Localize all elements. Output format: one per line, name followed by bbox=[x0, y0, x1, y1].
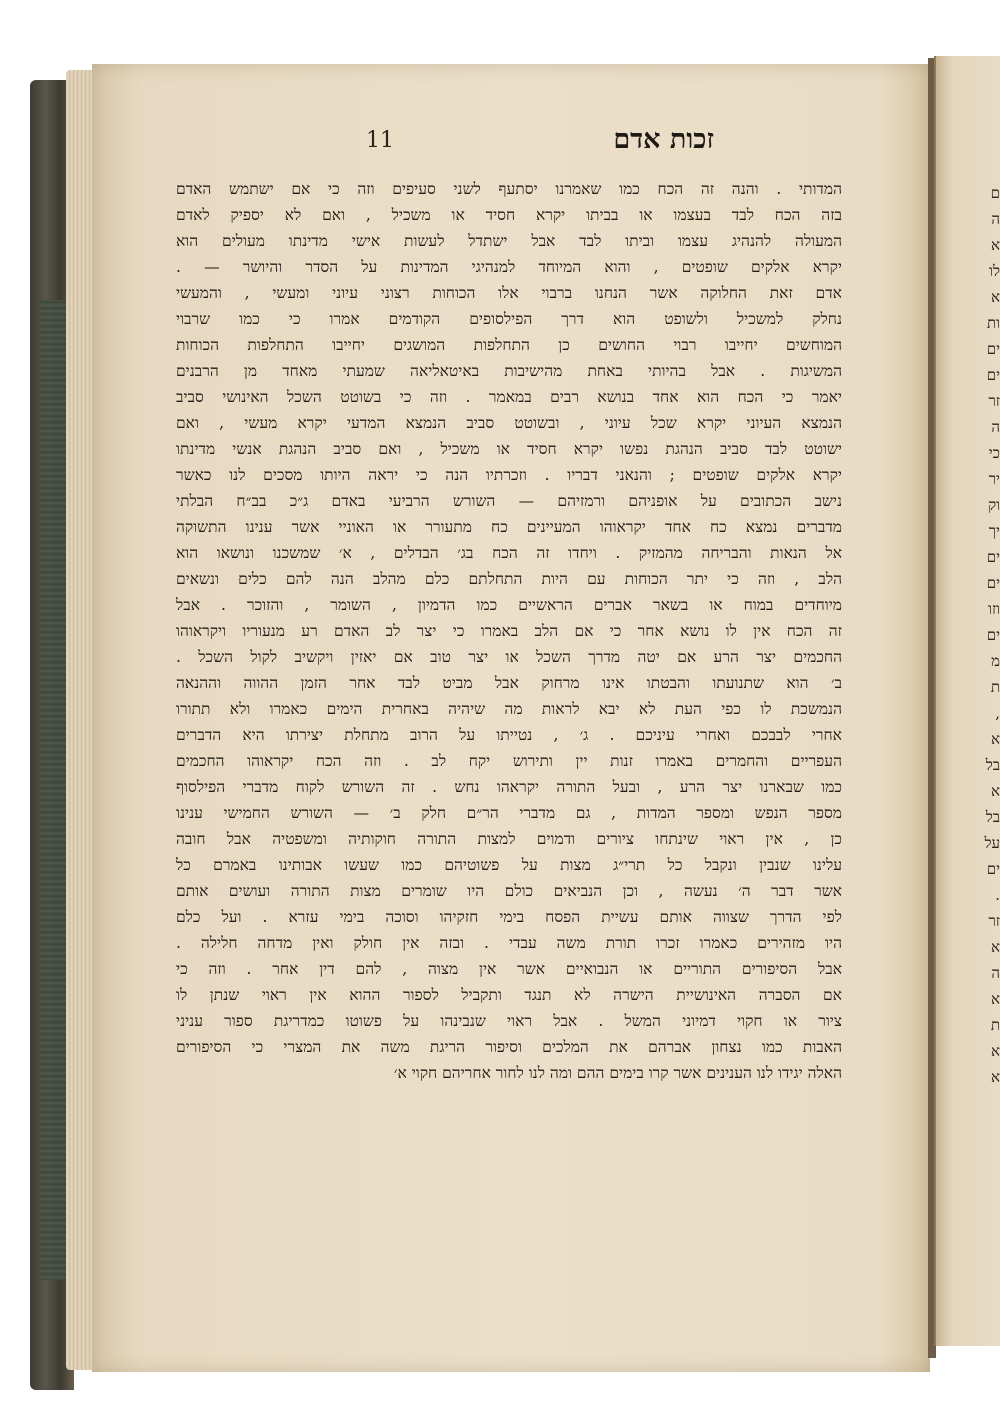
facing-page-fragment: ת bbox=[990, 1016, 1000, 1034]
facing-page-fragment: , bbox=[995, 704, 1000, 722]
text-line: הנמשכת לו כפי העת לא יבא לראות מה שיהיה באחרית הימים כאמרו ולא תתורו bbox=[176, 700, 842, 718]
facing-page-fragment: ים bbox=[986, 340, 1000, 358]
text-line: יאמר כי הכח הוא אחד בנושא רבים במאמר . וזה כי בשוטט השכל האינושי סביב bbox=[176, 388, 842, 406]
facing-page-fragment: ים bbox=[986, 548, 1000, 566]
text-line: כמו שבארנו יצר הרע , ובעל התורה יקראהו נחש . זה השורש לקוח מדברי הפילסוף bbox=[176, 778, 842, 796]
text-line: לפי הדרך שצווה אותם עשיית הפסח בימי חזקיהו וסוכה בימי עזרא . ועל כלם bbox=[176, 908, 842, 926]
text-line: אבל הסיפורים התוריים או הנבואיים אשר אין מצוה , להם דין אחר . וזה כי bbox=[176, 960, 842, 978]
facing-page-text-fragments bbox=[972, 180, 1000, 1090]
facing-page-fragment: ת bbox=[990, 678, 1000, 696]
facing-page-fragment: כי bbox=[988, 444, 1000, 462]
facing-page-fragment: בל bbox=[985, 808, 1000, 826]
text-line: האבות כמו נצחון אברהם את המלכים וסיפור הריגת משה את המצרי כי הסיפורים bbox=[176, 1038, 842, 1056]
text-line: מדברים נמצא כח אחד יקראוהו המעיינים כח מתעורר או האוניי אשר ענינו התשוקה bbox=[176, 518, 842, 536]
text-line: המוחשים יחייבו רבוי החושים כן התחלפות המושגים יחייבו התחלפות הכוחות bbox=[176, 336, 842, 354]
facing-page-fragment: א bbox=[990, 236, 1000, 254]
text-line: יקרא אלקים שופטים , והוא המיוחד למנהיגי המדינות על הסדר והיושר — . bbox=[176, 258, 842, 276]
text-line: זה הכח אין לו נושא אחר כי אם הלב באמרו כי יצר לב האדם רע מנעוריו ויקראוהו bbox=[176, 622, 842, 640]
facing-page-fragment: א bbox=[990, 1068, 1000, 1086]
facing-page-fragment: זר bbox=[988, 912, 1000, 930]
text-line: מיוחדים במוח או בשאר אברים הראשיים כמו הדמיון , השומר , והזוכר . אבל bbox=[176, 596, 842, 614]
text-line: עלינו שנבין ונקבל כל תרי״ג מצות על פשוטיהם כמו שעשו אבותינו באמרם כל bbox=[176, 856, 842, 874]
facing-page-fragment: ה bbox=[991, 210, 1000, 228]
facing-page-fragment: יך bbox=[988, 522, 1000, 540]
text-line: אחרי לבבכם ואחרי עיניכם . ג׳ , נטייתו על הרוב מתחלת יצירתו היא הדברים bbox=[176, 726, 842, 744]
text-line: האלה יגידו לנו הענינים אשר קרו בימים ההם ומה לנו לחור אחריהם חקוי א׳ bbox=[393, 1064, 842, 1082]
text-line: הלב , וזה כי יתר הכוחות עם היות התחלתם כלם מהלב הנה להם כלים ונשאים bbox=[176, 570, 842, 588]
facing-page-fragment: זר bbox=[988, 392, 1000, 410]
facing-page-fragment: א bbox=[990, 782, 1000, 800]
text-line: ב׳ הוא שתנועתו והבטתו אינו מרחוק אבל מביט לבד אחר הזמן ההווה וההנאה bbox=[176, 674, 842, 692]
facing-page-fragment: ה bbox=[991, 964, 1000, 982]
page-header bbox=[260, 124, 820, 168]
text-line: העפריים והחמרים באמרו זנות יין ותירוש יקח לב . וזה הכח יקראוהו החכמים bbox=[176, 752, 842, 770]
text-line: נחלק למשכיל ולשופט הוא דרך הפילסופים הקודמים אמרו כי כמו שרבוי bbox=[176, 310, 842, 328]
text-line: אשר דבר ה׳ נעשה , וכן הנביאים כולם היו שומרים מצות התורה ועושים אותם bbox=[176, 882, 842, 900]
facing-page-fragment: ים bbox=[986, 626, 1000, 644]
text-line: היו מזהירים כאמרו זכרו תורת משה עבדי . ובזה אין חולק ואין מדחה חלילה . bbox=[176, 934, 842, 952]
text-line: אדם זאת החלוקה אשר הנחנו ברבוי אלו הכוחות רצוני עיוני ומעשי , והמעשי bbox=[176, 284, 842, 302]
facing-page-fragment: לו bbox=[989, 262, 1000, 280]
facing-page-fragment: א bbox=[990, 938, 1000, 956]
text-line: הנמצא העיוני יקרא שכל עיוני , ובשוטט סביב הנמצא המדעי יקרא מעשי , ואם bbox=[176, 414, 842, 432]
body-text bbox=[176, 176, 842, 1086]
running-title: זכות אדם bbox=[613, 124, 714, 155]
facing-page-fragment: ים bbox=[986, 860, 1000, 878]
facing-page-fragment: בל bbox=[985, 756, 1000, 774]
facing-page-fragment: וזו bbox=[988, 600, 1000, 618]
facing-page-fragment: א bbox=[990, 288, 1000, 306]
text-line: כן , אין ראוי שינתחו ציורים ודמוים למצות התורה חוקותיה ומשפטיה אבל חובה bbox=[176, 830, 842, 848]
text-line: המשיגות . אבל בהיותי באחת מהישיבות באיטאליאה שמעתי מאחד מן הרבנים bbox=[176, 362, 842, 380]
text-line: אם הסברה האינושיית הישרה לא תנגד ותקביל לספור ההוא אין ראוי שנתן לו bbox=[176, 986, 842, 1004]
text-line: בזה הכח לבד בעצמו או בביתו יקרא חסיד או משכיל , ואם לא יספיק לאדם bbox=[176, 206, 842, 224]
facing-page-fragment: על bbox=[984, 834, 1000, 852]
facing-page-fragment: ה bbox=[991, 418, 1000, 436]
facing-page-fragment: א bbox=[990, 990, 1000, 1008]
text-line: נישב הכתובים על אופניהם ורמזיהם — השורש הרביעי באדם ג״כ בב״ח הבלתי bbox=[176, 492, 842, 510]
text-line: ציור או חקוי דמיוני המשל . אבל ראוי שנבינהו על פשוטו כמדריגת ספור עניני bbox=[176, 1012, 842, 1030]
text-line: המעולה להנהיג עצמו וביתו לבד אבל ישתדל לעשות אישי מדינתו מעולים הוא bbox=[176, 232, 842, 250]
facing-page-fragment: ם bbox=[990, 184, 1000, 202]
facing-page-fragment: ות bbox=[987, 314, 1000, 332]
facing-page-fragment: . bbox=[995, 886, 1000, 904]
facing-page-fragment: וק bbox=[988, 496, 1000, 514]
text-line: יקרא אלקים שופטים ; והנאני דבריו . וזכרתיו הנה כי יראה היותו מסכים לנו כאשר bbox=[176, 466, 842, 484]
text-line: מספר הנפש ומספר המדות , גם מדברי הר״ם חלק ב׳ — השורש החמישי ענינו bbox=[176, 804, 842, 822]
facing-page-fragment: ים bbox=[986, 366, 1000, 384]
text-line: אל הנאות והבריחה מהמזיק . ויחדו זה הכח בג׳ הבדלים , א׳ שמשכנו ונושאו הוא bbox=[176, 544, 842, 562]
facing-page-fragment: מ bbox=[991, 652, 1000, 670]
page-number: 11 bbox=[366, 128, 394, 153]
text-line: החכמים יצר הרע אם יטה מדרך השכל או יצר טוב אם יאזין ויקשיב לקול השכל . bbox=[176, 648, 842, 666]
facing-page-fragment: ים bbox=[986, 574, 1000, 592]
facing-page-fragment: יר bbox=[988, 470, 1000, 488]
facing-page-fragment: א bbox=[990, 730, 1000, 748]
text-line: ישוטט לבד סביב הנהגת נפשו יקרא חסיד או משכיל , ואם סביב הנהגת אנשי מדינתו bbox=[176, 440, 842, 458]
text-line: המדותי . והנה זה הכח כמו שאמרנו יסתעף לשני סעיפים וזה כי אם ישתמש האדם bbox=[176, 180, 842, 198]
facing-page-fragment: א bbox=[990, 1042, 1000, 1060]
